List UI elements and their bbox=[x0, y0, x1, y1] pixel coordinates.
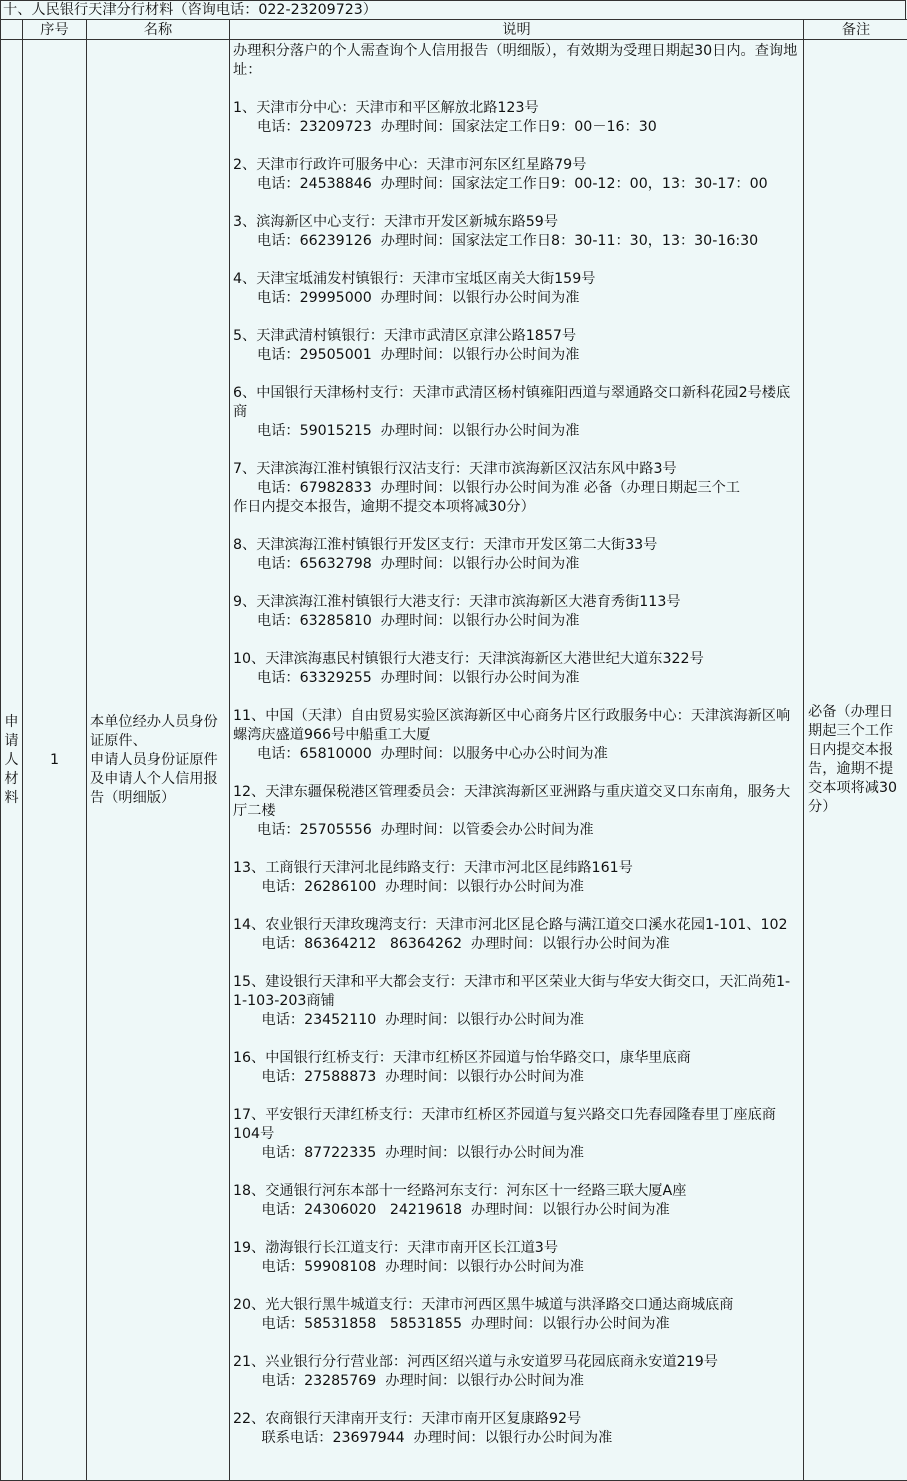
entry-phone-hours: 电话：29505001 办理时间：以银行办公时间为准 bbox=[257, 347, 580, 363]
address-entry bbox=[233, 327, 801, 365]
entry-phone-hours: 电话：59015215 办理时间：以银行办公时间为准 bbox=[257, 423, 580, 439]
entry-phone-hours: 电话：58531858 58531855 办理时间：以银行办公时间为准 bbox=[257, 1316, 670, 1332]
entry-phone-hours: 电话：63285810 办理时间：以银行办公时间为准 bbox=[257, 613, 580, 629]
desc-content bbox=[230, 40, 803, 1448]
header-row bbox=[1, 20, 907, 40]
address-entry bbox=[233, 1049, 801, 1087]
name-list bbox=[90, 713, 229, 808]
header-name: 名称 bbox=[87, 20, 230, 40]
address-entry bbox=[233, 460, 801, 517]
entry-phone-hours: 电话：65810000 办理时间：以服务中心办公时间为准 bbox=[257, 746, 608, 762]
address-entry bbox=[233, 536, 801, 574]
entry-address: 13、工商银行天津河北昆纬路支行：天津市河北区昆纬路161号 bbox=[233, 860, 633, 876]
section-title: 十、人民银行天津分行材料（咨询电话：022-23209723） bbox=[0, 0, 906, 20]
name-cell bbox=[87, 40, 230, 1481]
name-line: 申请人员身份证原件 bbox=[90, 751, 218, 768]
address-entry bbox=[233, 270, 801, 308]
address-entry bbox=[233, 859, 801, 897]
entry-note: 作日内提交本报告，逾期不提交本项将减30分） bbox=[233, 499, 535, 515]
entry-phone-hours: 电话：67982833 办理时间：以银行办公时间为准 必备（办理日期起三个工 bbox=[257, 480, 740, 496]
entry-phone-hours: 电话：29995000 办理时间：以银行办公时间为准 bbox=[257, 290, 580, 306]
entry-address: 20、光大银行黑牛城道支行：天津市河西区黑牛城道与洪泽路交口通达商城底商 bbox=[233, 1297, 734, 1313]
address-entry bbox=[233, 783, 801, 840]
entry-address: 3、滨海新区中心支行：天津市开发区新城东路59号 bbox=[233, 214, 559, 230]
entry-address: 7、天津滨海江淮村镇银行汉沽支行：天津市滨海新区汉沽东风中路3号 bbox=[233, 461, 677, 477]
header-category bbox=[1, 20, 23, 40]
entry-address: 8、天津滨海江淮村镇银行开发区支行：天津市开发区第二大街33号 bbox=[233, 537, 658, 553]
entry-phone-hours: 电话：26286100 办理时间：以银行办公时间为准 bbox=[257, 879, 584, 895]
category-cell bbox=[1, 40, 23, 1481]
address-entry bbox=[233, 156, 801, 194]
table-row bbox=[1, 40, 907, 1481]
entry-address: 9、天津滨海江淮村镇银行大港支行：天津市滨海新区大港育秀街113号 bbox=[233, 594, 681, 610]
seq-cell: 1 bbox=[23, 40, 87, 1481]
desc-intro: 办理积分落户的个人需查询个人信用报告（明细版），有效期为受理日期起30日内。查询地址： bbox=[233, 43, 798, 78]
address-entry bbox=[233, 384, 801, 441]
address-entry bbox=[233, 973, 801, 1030]
entry-address: 19、渤海银行长江道支行：天津市南开区长江道3号 bbox=[233, 1240, 559, 1256]
header-note: 备注 bbox=[804, 20, 907, 40]
entry-address: 4、天津宝坻浦发村镇银行：天津市宝坻区南关大街159号 bbox=[233, 271, 596, 287]
note-text: 必备（办理日期起三个工作日内提交本报告，逾期不提交本项将减30分） bbox=[808, 704, 897, 815]
name-line: 及申请人个人信用报告（明细版） bbox=[90, 770, 218, 806]
header-seq: 序号 bbox=[23, 20, 87, 40]
entry-phone-hours: 电话：66239126 办理时间：国家法定工作日8：30-11：30，13：30-16:30 bbox=[257, 233, 759, 249]
entry-phone-hours: 电话：59908108 办理时间：以银行办公时间为准 bbox=[257, 1259, 584, 1275]
address-entry bbox=[233, 1353, 801, 1391]
address-entry bbox=[233, 1106, 801, 1163]
entry-phone-hours: 电话：27588873 办理时间：以银行办公时间为准 bbox=[257, 1069, 584, 1085]
entry-phone-hours: 电话：87722335 办理时间：以银行办公时间为准 bbox=[257, 1145, 584, 1161]
entry-address: 17、平安银行天津红桥支行：天津市红桥区芥园道与复兴路交口先春园隆春里丁座底商104号 bbox=[233, 1107, 776, 1142]
entry-address: 21、兴业银行分行营业部：河西区绍兴道与永安道罗马花园底商永安道219号 bbox=[233, 1354, 718, 1370]
name-line: 本单位经办人员身份证原件、 bbox=[90, 713, 218, 749]
entry-phone-hours: 电话：23285769 办理时间：以银行办公时间为准 bbox=[257, 1373, 584, 1389]
address-entry bbox=[233, 1410, 801, 1448]
category-label: 申请人材料 bbox=[4, 713, 19, 806]
desc-cell bbox=[230, 40, 804, 1481]
entry-address: 11、中国（天津）自由贸易实验区滨海新区中心商务片区行政服务中心：天津滨海新区响螺湾庆盛道966号中船重工大厦 bbox=[233, 708, 791, 743]
address-entry bbox=[233, 650, 801, 688]
address-entry bbox=[233, 1239, 801, 1277]
entry-phone-hours: 电话：25705556 办理时间：以管委会办公时间为准 bbox=[257, 822, 594, 838]
entry-phone-hours: 电话：86364212 86364262 办理时间：以银行办公时间为准 bbox=[257, 936, 670, 952]
entry-address: 1、天津市分中心：天津市和平区解放北路123号 bbox=[233, 100, 539, 116]
address-entry bbox=[233, 99, 801, 137]
entry-address: 15、建设银行天津和平大都会支行：天津市和平区荣业大街与华安大街交口，天汇尚苑1-1-103-203商铺 bbox=[233, 974, 791, 1009]
entry-phone-hours: 电话：63329255 办理时间：以银行办公时间为准 bbox=[257, 670, 580, 686]
entry-phone-hours: 电话：23452110 办理时间：以银行办公时间为准 bbox=[257, 1012, 584, 1028]
entry-address: 6、中国银行天津杨村支行：天津市武清区杨村镇雍阳西道与翠通路交口新科花园2号楼底商 bbox=[233, 385, 791, 420]
entry-address: 16、中国银行红桥支行：天津市红桥区芥园道与怡华路交口，康华里底商 bbox=[233, 1050, 691, 1066]
address-entry bbox=[233, 916, 801, 954]
entry-address: 10、天津滨海惠民村镇银行大港支行：天津滨海新区大港世纪大道东322号 bbox=[233, 651, 704, 667]
address-entry bbox=[233, 1296, 801, 1334]
address-entry bbox=[233, 707, 801, 764]
entry-address: 12、天津东疆保税港区管理委员会：天津滨海新区亚洲路与重庆道交叉口东南角，服务大厅二楼 bbox=[233, 784, 791, 819]
entry-address: 22、农商银行天津南开支行：天津市南开区复康路92号 bbox=[233, 1411, 582, 1427]
entry-phone-hours: 电话：24538846 办理时间：国家法定工作日9：00-12：00，13：30-17：00 bbox=[257, 176, 768, 192]
entry-address: 14、农业银行天津玫瑰湾支行：天津市河北区昆仑路与满江道交口溪水花园1-101、102 bbox=[233, 917, 788, 933]
materials-table bbox=[0, 19, 907, 1481]
address-entry bbox=[233, 213, 801, 251]
entry-address: 18、交通银行河东本部十一经路河东支行：河东区十一经路三联大厦A座 bbox=[233, 1183, 687, 1199]
entry-phone-hours: 电话：24306020 24219618 办理时间：以银行办公时间为准 bbox=[257, 1202, 670, 1218]
entry-address: 5、天津武清村镇银行：天津市武清区京津公路1857号 bbox=[233, 328, 577, 344]
note-cell bbox=[804, 40, 907, 1481]
header-desc: 说明 bbox=[230, 20, 804, 40]
address-entry bbox=[233, 593, 801, 631]
entry-phone-hours: 电话：23209723 办理时间：国家法定工作日9：00－16：30 bbox=[257, 119, 657, 135]
entry-phone-hours: 电话：65632798 办理时间：以银行办公时间为准 bbox=[257, 556, 580, 572]
address-entry bbox=[233, 1182, 801, 1220]
entry-address: 2、天津市行政许可服务中心：天津市河东区红星路79号 bbox=[233, 157, 587, 173]
entry-phone-hours: 联系电话：23697944 办理时间：以银行办公时间为准 bbox=[257, 1430, 613, 1446]
